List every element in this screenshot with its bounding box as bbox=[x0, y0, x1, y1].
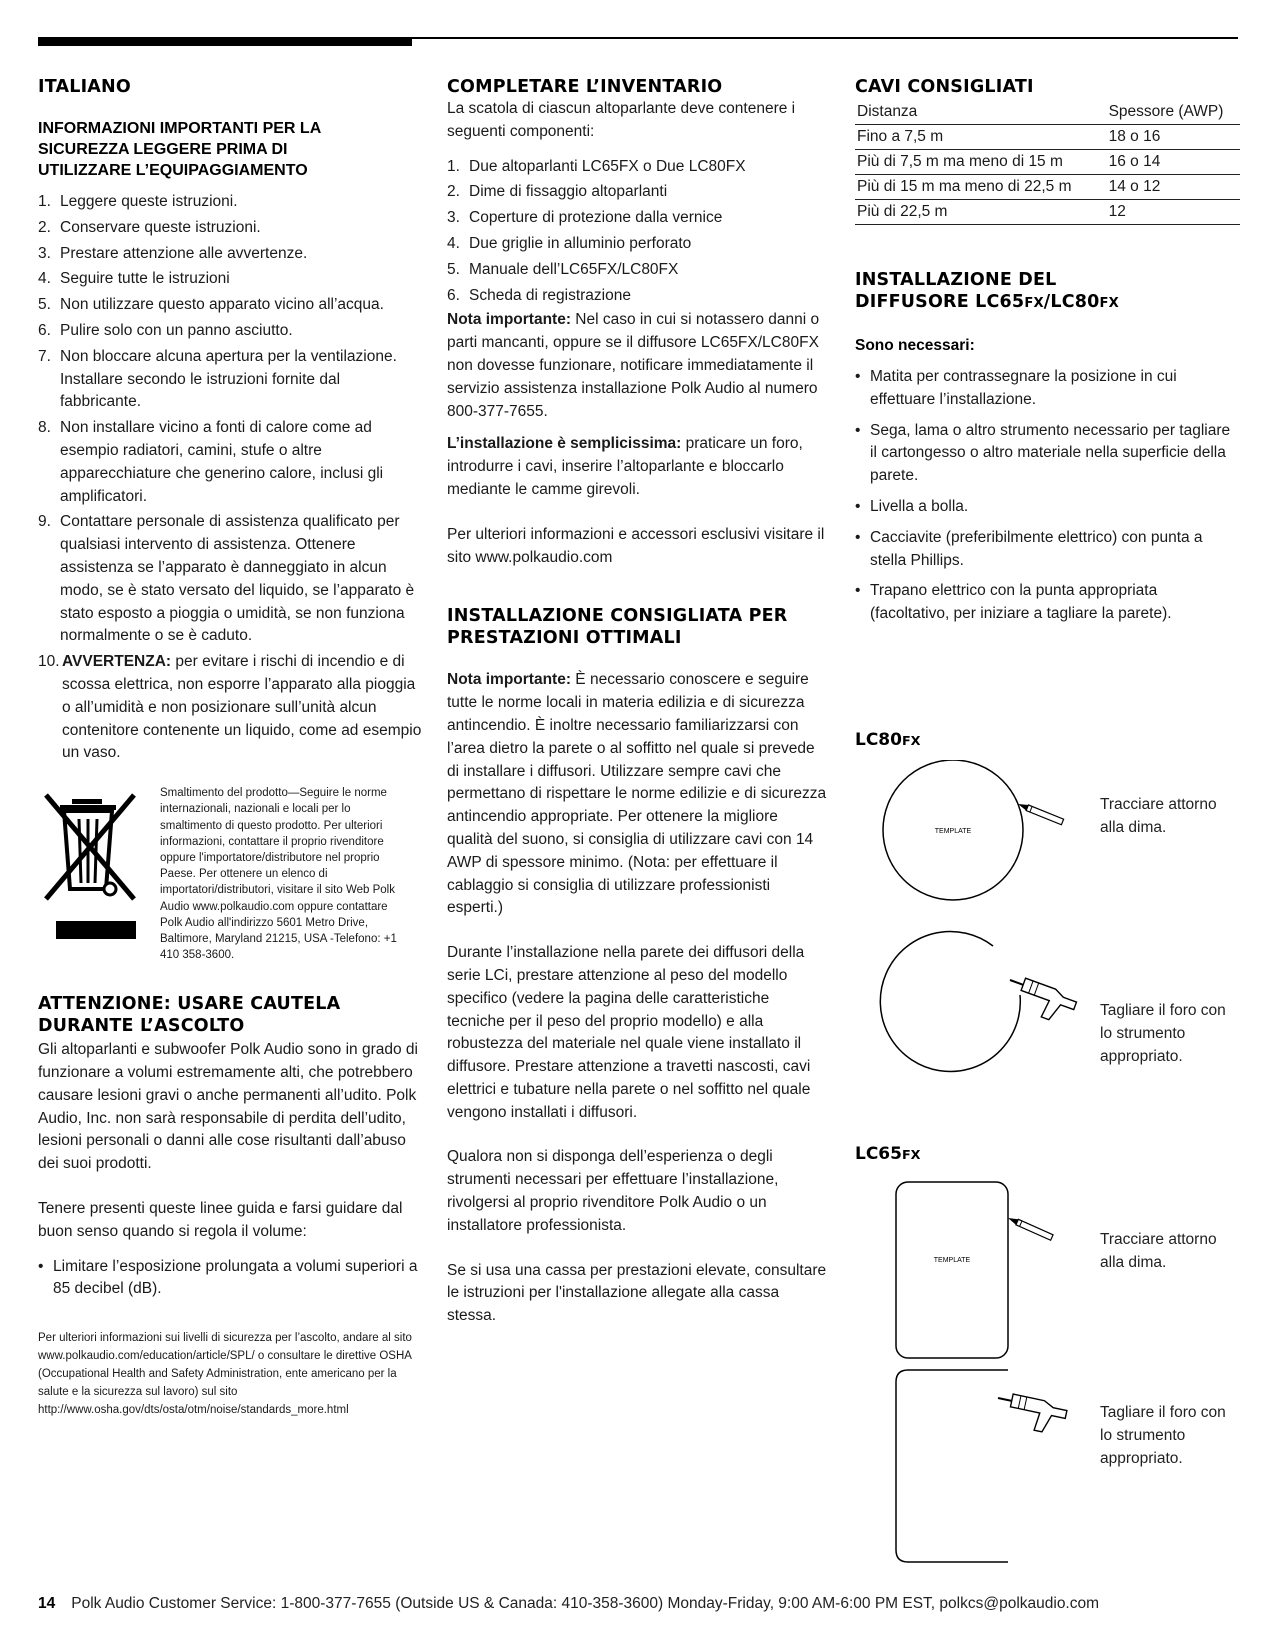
inventory-item: 1. Due altoparlanti LC65FX o Due LC80FX bbox=[447, 157, 746, 175]
inventory-item: 5. Manuale dell’LC65FX/LC80FX bbox=[447, 260, 679, 278]
easy-install: L’installazione è semplicissima: praticare un foro, introdurre i cavi, inserire l’altoparlante e bloccarlo mediante le camme girevoli. bbox=[447, 435, 803, 498]
needed-item: • Matita per contrassegnare la posizione in cui effettuare l’installazione. bbox=[855, 368, 1177, 408]
safety-item: 3. Prestare attenzione alle avvertenze. bbox=[38, 244, 308, 262]
inventory-heading: COMPLETARE L’INVENTARIO bbox=[447, 77, 723, 97]
figure-label-lc80: LC80FX bbox=[855, 730, 921, 750]
template-label-lc80: TEMPLATE bbox=[934, 828, 972, 835]
warning-list bbox=[38, 651, 423, 765]
note-important-2: Nota importante: È necessario conoscere e seguire tutte le norme locali in materia edilizia e di sicurezza antincendio. È inoltre necessario familiarizzarsi con l’area dietro la parete o al soffitto nel quale si prevede di installare i diffusori. Utilizzare sempre cavi che permettano di rispettare le norme edilizie e di sicurezza antincendio appropriate. Per ottenere la migliore qualità del suono, si consiglia di utilizzare cavi con 14 AWP di spessore minimo. (Nota: per effettuare il cablaggio si consiglia di utilizzare professionisti esperti.) bbox=[447, 671, 827, 917]
needed-item: • Livella a bolla. bbox=[855, 497, 969, 515]
column-right bbox=[855, 76, 1240, 634]
safety-item: 6. Pulire solo con un panno asciutto. bbox=[38, 321, 293, 339]
dealer-paragraph: Qualora non si disponga dell’esperienza o degli strumenti necessari per effettuare l’installazione, rivolgersi al proprio rivenditore Polk Audio o un installatore professionista. bbox=[447, 1148, 779, 1234]
needed-item: • Cacciavite (preferibilmente elettrico) con punta a stella Phillips. bbox=[855, 528, 1203, 569]
inventory-item: 2. Dime di fissaggio altoparlanti bbox=[447, 183, 668, 201]
recommended-heading: INSTALLAZIONE CONSIGLIATA PER PRESTAZIONI OTTIMALI bbox=[447, 606, 788, 649]
page-number: 14 bbox=[38, 1595, 56, 1612]
safety-item: 4. Seguire tutte le istruzioni bbox=[38, 270, 230, 288]
install-heading: INSTALLAZIONE DEL DIFFUSORE LC65FX/LC80FX bbox=[855, 270, 1119, 312]
page-footer bbox=[38, 1595, 1099, 1613]
caption-trace-lc65: Tracciare attorno alla dima. bbox=[1100, 1231, 1217, 1271]
safety-item: 2. Conservare queste istruzioni. bbox=[38, 218, 261, 236]
cables-row: Più di 15 m ma meno di 22,5 m 14 o 12 bbox=[855, 175, 1240, 200]
weight-paragraph: Durante l’installazione nella parete dei diffusori della serie LCi, prestare attenzione al peso del modello specifico (vedere la pagina delle caratteristiche tecniche per il peso del proprio modello) e alla robustezza del materiale nel quale viene installato il diffusore. Prestare attenzione a travetti nascosti, cavi elettrici e tubature nella parete o nel soffitto nel quale vengono installati i diffusori. bbox=[447, 944, 811, 1121]
jigsaw-icon bbox=[1002, 973, 1078, 1026]
column-middle bbox=[447, 76, 827, 1328]
inventory-item: 6. Scheda di registrazione bbox=[447, 286, 631, 304]
attention-heading: ATTENZIONE: USARE CAUTELA DURANTE L’ASCOLTO bbox=[38, 994, 341, 1037]
safety-item: 8. Non installare vicino a fonti di calore come ad esempio radiatori, camini, stufe o altre apparecchiature che generino calore, inclusi gli amplificatori. bbox=[38, 419, 384, 505]
safety-item: 9. Contattare personale di assistenza qualificato per qualsiasi intervento di assistenza. Ottenere assistenza se l’apparato è danneggiato in alcun modo, se è stato versato del liquido, se l’apparato è stato esposto a pioggia o umidità, se non funziona normalmente o se è caduto. bbox=[38, 513, 415, 645]
lc65-diagram bbox=[880, 1178, 1100, 1598]
cables-heading: CAVI CONSIGLIATI bbox=[855, 77, 1034, 97]
cables-row: Più di 7,5 m ma meno di 15 m 16 o 14 bbox=[855, 150, 1240, 175]
cables-header-row: Distanza Spessore (AWP) bbox=[857, 103, 1224, 120]
caption-trace-lc80: Tracciare attorno alla dima. bbox=[1100, 796, 1217, 836]
safety-item: 5. Non utilizzare questo apparato vicino all’acqua. bbox=[38, 296, 384, 314]
needed-item: • Sega, lama o altro strumento necessario per tagliare il cartongesso o altro materiale nella superficie della parete. bbox=[855, 421, 1231, 485]
jigsaw-icon-2 bbox=[993, 1391, 1068, 1436]
column-left bbox=[38, 76, 423, 1419]
attention-bullets bbox=[38, 1256, 423, 1302]
more-info: Per ulteriori informazioni e accessori esclusivi visitare il sito www.polkaudio.com bbox=[447, 525, 825, 566]
note-important: Nota importante: Nel caso in cui si notassero danni o parti mancanti, oppure se il diffusore LC65FX/LC80FX non dovesse funzionare, notificare immediatamente il servizio assistenza installazione Polk Audio al numero 800-377-7655. bbox=[447, 311, 820, 420]
figure-label-lc65: LC65FX bbox=[855, 1144, 921, 1164]
safety-heading: INFORMAZIONI IMPORTANTI PER LA SICUREZZA LEGGERE PRIMA DI UTILIZZARE L’EQUIPAGGIAMENTO bbox=[38, 120, 321, 179]
template-label-lc65: TEMPLATE bbox=[933, 1257, 971, 1264]
pencil-icon-2 bbox=[1007, 1215, 1053, 1240]
cables-table bbox=[855, 100, 1240, 225]
lc80-diagram bbox=[870, 760, 1100, 1090]
needed-label: Sono necessari: bbox=[855, 337, 975, 354]
disposal-text: Smaltimento del prodotto—Seguire le norme internazionali, nazionali e locali per lo smaltimento di questo prodotto. Per ulteriori informazioni, contattare il proprio rivenditore oppure l'importatore/distributore nel proprio Paese. Per ottenere un elenco di importatori/distributori, visitare il sito Web Polk Audio www.polkaudio.com oppure contattare Polk Audio all'indirizzo 5601 Metro Drive, Baltimore, Maryland 21215, USA -Telefono: +1 410 358-3600. bbox=[160, 787, 397, 962]
weee-bin-icon bbox=[42, 791, 142, 951]
enclosure-paragraph: Se si usa una cassa per prestazioni elevate, consultare le istruzioni per l'installazione allegate alla cassa stessa. bbox=[447, 1261, 827, 1325]
needed-list bbox=[855, 366, 1240, 626]
warning-text: per evitare i rischi di incendio e di scossa elettrica, non esporre l’apparato alla pioggia o all’umidità e non posizionare sull’unità alcun contenitore contenente un liquido, come ad esempio un vaso. bbox=[62, 653, 422, 762]
footer-text: Polk Audio Customer Service: 1-800-377-7655 (Outside US & Canada: 410-358-3600) Monday-Friday, 9:00 AM-6:00 PM EST, polkcs@polkaudio.com bbox=[71, 1595, 1100, 1612]
disposal-block bbox=[38, 785, 423, 971]
inventory-item: 3. Coperture di protezione dalla vernice bbox=[447, 209, 723, 227]
inventory-item: 4. Due griglie in alluminio perforato bbox=[447, 234, 692, 252]
safety-list bbox=[38, 191, 423, 648]
warning-item: 10. AVVERTENZA: per evitare i rischi di incendio e di scossa elettrica, non esporre l’apparato alla pioggia o all’umidità e non posizionare sull’unità alcun contenitore contenente un liquido, come ad esempio un vaso. bbox=[38, 653, 422, 762]
safety-item: 1. Leggere queste istruzioni. bbox=[38, 193, 238, 210]
cables-row: Fino a 7,5 m 18 o 16 bbox=[855, 125, 1240, 150]
attention-paragraph-2: Tenere presenti queste linee guida e farsi guidare dal buon senso quando si regola il volume: bbox=[38, 1199, 403, 1240]
caption-cut-lc65: Tagliare il foro con lo strumento appropriato. bbox=[1100, 1404, 1226, 1467]
needed-item: • Trapano elettrico con la punta appropriata (facoltativo, per iniziare a tagliare la parete). bbox=[855, 582, 1172, 623]
warning-label: AVVERTENZA: bbox=[62, 653, 172, 671]
attention-bullet-item: • Limitare l’esposizione prolungata a volumi superiori a 85 decibel (dB). bbox=[38, 1257, 418, 1298]
caption-cut-lc80: Tagliare il foro con lo strumento appropriato. bbox=[1100, 1002, 1226, 1065]
header-rule-thin bbox=[38, 37, 1238, 39]
attention-note: Per ulteriori informazioni sui livelli di sicurezza per l’ascolto, andare al sito www.polkaudio.com/education/article/SPL/ o consultare le direttive OSHA (Occupational Health and Safety Administration, ente americano per la salute e la sicurezza sul lavoro) sul sito http://www.osha.gov/dts/osta/otm/noise/standards_more.html bbox=[38, 1332, 412, 1417]
inventory-list bbox=[447, 156, 827, 308]
pencil-icon bbox=[1017, 801, 1064, 825]
safety-item: 7. Non bloccare alcuna apertura per la ventilazione. Installare secondo le istruzioni fornite dal fabbricante. bbox=[38, 347, 397, 411]
attention-paragraph-1: Gli altoparlanti e subwoofer Polk Audio sono in grado di funzionare a volumi estremamente alti, che potrebbero causare lesioni gravi o anche permanenti all’udito. Polk Audio, Inc. non sarà responsabile di perdita dell’udito, lesioni personali o danni alle cose risultanti dall’abuso dei suoi prodotti. bbox=[38, 1041, 418, 1173]
inventory-intro: La scatola di ciascun altoparlante deve contenere i seguenti componenti: bbox=[447, 100, 796, 140]
language-heading: ITALIANO bbox=[38, 77, 131, 97]
cables-row: Più di 22,5 m 12 bbox=[855, 200, 1240, 225]
